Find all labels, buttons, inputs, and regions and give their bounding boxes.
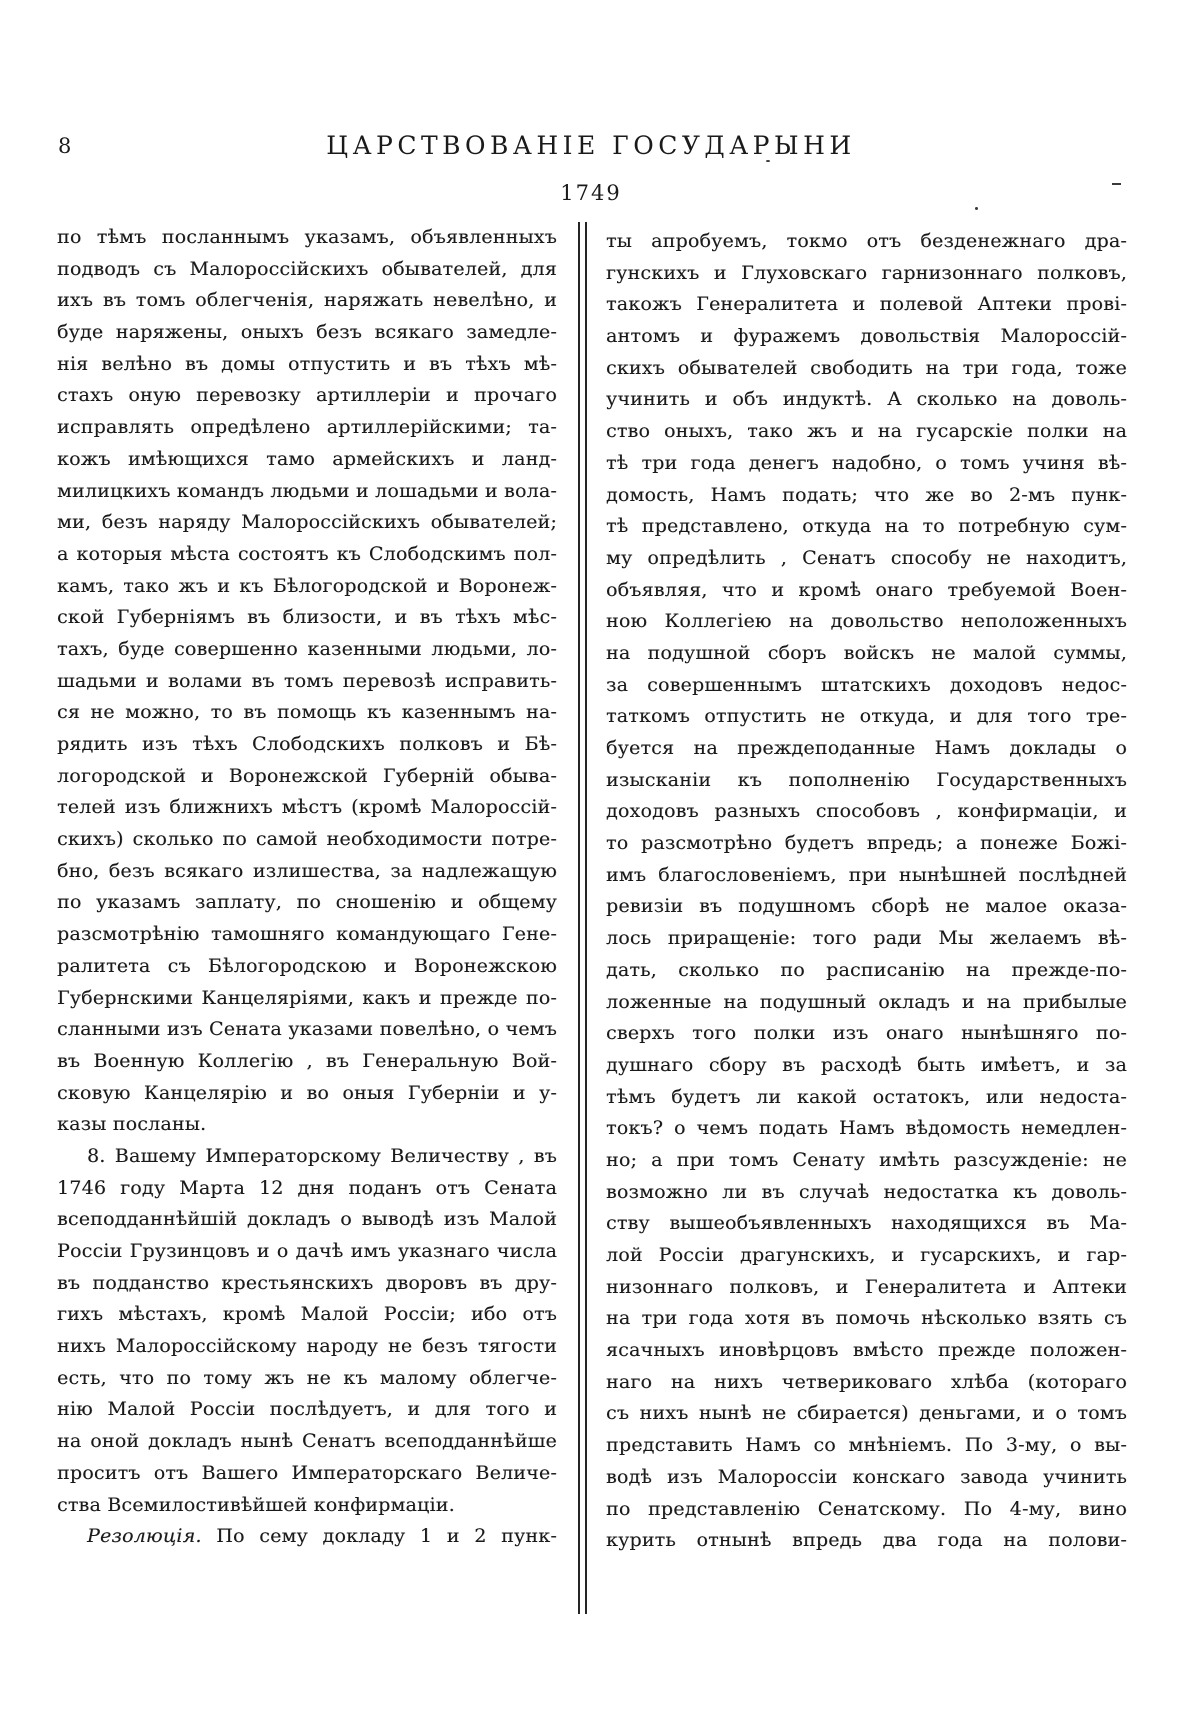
text-line: всеподданнѣйшій докладъ о выводѣ изъ Малой <box>57 1208 557 1231</box>
text-line: нію Малой Россіи послѣдуетъ, и для того и <box>57 1398 557 1421</box>
text-line: ской Губерніямъ въ близости, и въ тѣхъ мѣс- <box>57 606 557 629</box>
text-line: водѣ изъ Малороссіи конскаго завода учинить <box>606 1465 1127 1488</box>
page-number: 8 <box>58 134 73 158</box>
scan-speck <box>1112 183 1121 185</box>
text-line: душнаго сбору въ расходѣ быть имѣетъ, и за <box>606 1053 1127 1076</box>
text-line: имъ благословеніемъ, при нынѣшней послѣдней <box>606 863 1127 886</box>
text-line: ихъ въ томъ облегченія, наряжать невелѣно, и <box>57 289 557 312</box>
italic-lead: Резолюція. <box>87 1525 202 1548</box>
text-line: таткомъ отпустить не откуда, и для того тре- <box>606 705 1127 728</box>
text-line: шадьми и волами въ томъ перевозѣ исправить- <box>57 669 557 692</box>
text-line: по указамъ заплату, по сношенію и общему <box>57 891 557 914</box>
text-line: дать, сколько по расписанію на прежде-по- <box>606 958 1127 981</box>
text-line: въ Военную Коллегію , въ Генеральную Вой- <box>57 1049 557 1072</box>
text-line: Россіи Грузинцовъ и о дачѣ имъ указнаго числа <box>57 1240 557 1262</box>
text-line: по представленію Сенатскому. По 4-му, вино <box>606 1497 1127 1520</box>
text-line: изысканіи къ пополненію Государственныхъ <box>606 768 1127 791</box>
text-line: буде наряжены, оныхъ безъ всякаго замедле- <box>57 321 557 344</box>
text-line: на три года хотя въ помочь нѣсколько взять съ <box>606 1307 1127 1330</box>
text-line: тѣмъ будетъ ли какой остатокъ, или недоста- <box>606 1085 1127 1108</box>
text-line: милицкихъ командъ людьми и лошадьми и вола- <box>57 479 557 502</box>
text-line: проситъ отъ Вашего Императорскаго Величе- <box>57 1461 557 1484</box>
text-line: сверхъ того полки изъ онаго нынѣшняго по- <box>606 1022 1127 1045</box>
text-line: стахъ оную перевозку артиллеріи и прочаго <box>57 384 557 407</box>
text-line: на подушной сборъ войскъ не малой суммы, <box>606 641 1127 664</box>
text-line: домость, Намъ подать; что же во 2-мъ пунк- <box>606 483 1127 506</box>
text-line: токъ? о чемъ подать Намъ вѣдомость немедлен- <box>606 1117 1127 1140</box>
text-line: подводъ съ Малороссійскихъ обывателей, для <box>57 257 557 280</box>
text-line: 8. Вашему Императорскому Величеству , въ <box>87 1144 557 1167</box>
text-line: ми, безъ наряду Малороссійскихъ обывателей; <box>57 511 557 534</box>
text-line: казы посланы. <box>57 1113 207 1136</box>
text-line: телей изъ ближнихъ мѣстъ (кромѣ Малороссій- <box>57 796 557 819</box>
text-line: лой Россіи драгунскихъ, и гусарскихъ, и гар- <box>606 1244 1127 1266</box>
text-line: сковую Канцелярію и во оныя Губерніи и у- <box>57 1081 557 1104</box>
text-line: тахъ, буде совершенно казенными людьми, ло- <box>57 637 557 660</box>
text-line: лось приращеніе: того ради Мы желаемъ вѣ- <box>606 927 1127 950</box>
text-line: представить Намъ со мнѣніемъ. По 3-му, о вы- <box>606 1434 1127 1457</box>
text-line: возможно ли въ случаѣ недостатка къ доволь- <box>606 1180 1127 1203</box>
year-heading: 1749 <box>560 181 622 205</box>
text-line: ства Всемилостивѣйшей конфирмаціи. <box>57 1493 455 1516</box>
text-line: курить отнынѣ впредь два года на полови- <box>606 1529 1127 1552</box>
text-line: такожъ Генералитета и полевой Аптеки прові- <box>606 293 1127 316</box>
right-column <box>606 226 1127 1557</box>
text-line: 1746 году Марта 12 дня поданъ отъ Сената <box>57 1176 557 1199</box>
text-line: кожъ имѣющихся тамо армейскихъ и ланд- <box>57 447 557 470</box>
text-line: Резолюція. По сему докладу 1 и 2 пунк- <box>87 1525 557 1548</box>
scan-speck <box>975 207 978 210</box>
text-line: съ нихъ нынѣ не сбирается) деньгами, и о томъ <box>606 1402 1127 1425</box>
text-line: разсмотрѣнію тамошняго командующаго Гене- <box>57 923 557 946</box>
text-line: буется на преждеподанные Намъ доклады о <box>606 737 1127 759</box>
text-line: ралитета съ Бѣлогородскою и Воронежскою <box>57 954 557 977</box>
text-line: а которыя мѣста состоятъ къ Слободскимъ пол- <box>57 542 557 565</box>
left-column <box>57 222 557 1553</box>
text-line: по тѣмъ посланнымъ указамъ, объявленныхъ <box>57 226 557 248</box>
text-line: рядить изъ тѣхъ Слободскихъ полковъ и Бѣ- <box>57 733 557 755</box>
text-line: логородской и Воронежской Губерній обыва- <box>57 764 557 787</box>
text-line: гунскихъ и Глуховскаго гарнизоннаго полковъ, <box>606 261 1127 284</box>
text-line: гихъ мѣстахъ, кромѣ Малой Россіи; ибо отъ <box>57 1303 557 1326</box>
text-line: му опредѣлить , Сенатъ способу не находитъ, <box>606 546 1127 569</box>
text-line: на оной докладъ нынѣ Сенатъ всеподданнѣйше <box>57 1430 557 1453</box>
text-line: скихъ) сколько по самой необходимости потре- <box>57 828 557 851</box>
text-line: ся не можно, то въ помощь къ казеннымъ на- <box>57 701 557 724</box>
text-line: сланными изъ Сената указами повелѣно, о чемъ <box>57 1018 557 1041</box>
text-line: камъ, тако жъ и къ Бѣлогородской и Воронеж- <box>57 574 557 597</box>
text-line: но; а при томъ Сенату имѣть разсужденіе: не <box>606 1148 1127 1171</box>
text-line: объявляя, что и кромѣ онаго требуемой Воен- <box>606 578 1127 601</box>
text-line: за совершеннымъ штатскихъ доходовъ недос- <box>606 673 1127 696</box>
text-line: ты апробуемъ, токмо отъ безденежнаго дра- <box>606 230 1127 252</box>
text-line: исправлять опредѣлено артиллерійскими; та- <box>57 416 557 439</box>
text-line: бно, безъ всякаго излишества, за надлежащую <box>57 859 557 882</box>
text-line: учинить и объ индуктѣ. А сколько на доволь- <box>606 388 1127 411</box>
text-line: ною Коллегіею на довольство неположенныхъ <box>606 610 1127 633</box>
column-divider <box>578 222 587 1614</box>
text-line: ревизіи въ подушномъ сборѣ не малое оказа- <box>606 895 1127 918</box>
text-line: Губернскими Канцеляріями, какъ и прежде по- <box>57 986 557 1009</box>
scan-speck <box>766 160 770 162</box>
text-line: ложенные на подушный окладъ и на прибылые <box>606 990 1127 1013</box>
running-header: ЦАРСТВОВАНІЕ ГОСУДАРЫНИ <box>326 131 856 160</box>
text-line: тѣ три года денегъ надобно, о томъ учиня вѣ- <box>606 451 1127 474</box>
text-line: антомъ и фуражемъ довольствія Малороссій- <box>606 325 1127 348</box>
text-line: нія велѣно въ домы отпустить и въ тѣхъ мѣ- <box>57 352 557 375</box>
text-line: доходовъ разныхъ способовъ , конфирмаціи, и <box>606 800 1127 823</box>
text-line: наго на нихъ четвериковаго хлѣба (котораго <box>606 1370 1127 1393</box>
text-line: ясачныхъ иновѣрцовъ вмѣсто прежде положен- <box>606 1339 1127 1362</box>
text-line: тѣ представлено, откуда на то потребную сум- <box>606 515 1127 538</box>
text-line: то разсмотрѣно будетъ впредь; а понеже Божі- <box>606 832 1127 855</box>
text-line: ство оныхъ, тако жъ и на гусарскіе полки на <box>606 420 1127 443</box>
text-line: есть, что по тому жъ не къ малому облегче- <box>57 1366 557 1389</box>
text-line: ству вышеобъявленныхъ находящихся въ Ма- <box>606 1212 1127 1235</box>
text-line: въ подданство крестьянскихъ дворовъ въ дру- <box>57 1271 557 1294</box>
text-line: нихъ Малороссійскому народу не безъ тягости <box>57 1335 557 1358</box>
text-line: низоннаго полковъ, и Генералитета и Аптеки <box>606 1275 1127 1298</box>
text-line: скихъ обывателей свободить на три года, тоже <box>606 356 1127 379</box>
